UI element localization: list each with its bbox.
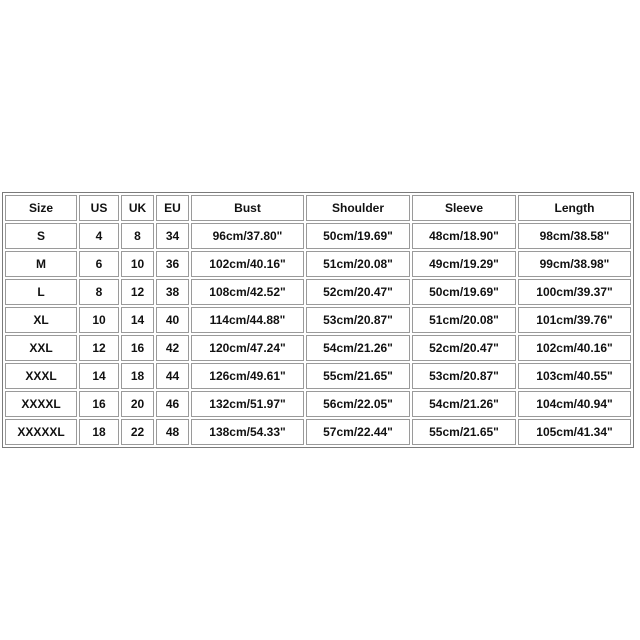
- cell-eu: 34: [156, 223, 189, 249]
- cell-size: L: [5, 279, 77, 305]
- cell-eu: 40: [156, 307, 189, 333]
- header-shoulder: Shoulder: [306, 195, 410, 221]
- cell-uk: 20: [121, 391, 154, 417]
- cell-uk: 18: [121, 363, 154, 389]
- cell-us: 4: [79, 223, 119, 249]
- cell-shoulder: 54cm/21.26": [306, 335, 410, 361]
- cell-length: 104cm/40.94": [518, 391, 631, 417]
- cell-us: 14: [79, 363, 119, 389]
- table-row: [5, 223, 631, 249]
- cell-size: XXL: [5, 335, 77, 361]
- cell-bust: 114cm/44.88": [191, 307, 304, 333]
- cell-eu: 44: [156, 363, 189, 389]
- cell-uk: 8: [121, 223, 154, 249]
- cell-size: S: [5, 223, 77, 249]
- cell-shoulder: 57cm/22.44": [306, 419, 410, 445]
- cell-eu: 42: [156, 335, 189, 361]
- table-row: [5, 251, 631, 277]
- cell-bust: 126cm/49.61": [191, 363, 304, 389]
- cell-uk: 22: [121, 419, 154, 445]
- cell-length: 102cm/40.16": [518, 335, 631, 361]
- table-row: [5, 335, 631, 361]
- cell-length: 100cm/39.37": [518, 279, 631, 305]
- cell-size: XL: [5, 307, 77, 333]
- cell-sleeve: 53cm/20.87": [412, 363, 516, 389]
- cell-sleeve: 52cm/20.47": [412, 335, 516, 361]
- cell-size: XXXXXL: [5, 419, 77, 445]
- cell-shoulder: 50cm/19.69": [306, 223, 410, 249]
- cell-uk: 16: [121, 335, 154, 361]
- cell-shoulder: 51cm/20.08": [306, 251, 410, 277]
- cell-sleeve: 48cm/18.90": [412, 223, 516, 249]
- header-sleeve: Sleeve: [412, 195, 516, 221]
- cell-bust: 96cm/37.80": [191, 223, 304, 249]
- cell-length: 105cm/41.34": [518, 419, 631, 445]
- cell-sleeve: 54cm/21.26": [412, 391, 516, 417]
- cell-shoulder: 53cm/20.87": [306, 307, 410, 333]
- cell-sleeve: 51cm/20.08": [412, 307, 516, 333]
- cell-shoulder: 56cm/22.05": [306, 391, 410, 417]
- cell-us: 10: [79, 307, 119, 333]
- cell-shoulder: 52cm/20.47": [306, 279, 410, 305]
- header-size: Size: [5, 195, 77, 221]
- cell-sleeve: 50cm/19.69": [412, 279, 516, 305]
- header-bust: Bust: [191, 195, 304, 221]
- cell-us: 8: [79, 279, 119, 305]
- table-row: [5, 279, 631, 305]
- cell-us: 18: [79, 419, 119, 445]
- cell-length: 98cm/38.58": [518, 223, 631, 249]
- cell-us: 16: [79, 391, 119, 417]
- cell-length: 99cm/38.98": [518, 251, 631, 277]
- cell-size: M: [5, 251, 77, 277]
- cell-length: 101cm/39.76": [518, 307, 631, 333]
- header-us: US: [79, 195, 119, 221]
- cell-size: XXXXL: [5, 391, 77, 417]
- cell-size: XXXL: [5, 363, 77, 389]
- size-chart-table: [2, 192, 634, 448]
- table-row: [5, 419, 631, 445]
- cell-length: 103cm/40.55": [518, 363, 631, 389]
- cell-us: 12: [79, 335, 119, 361]
- table-row: [5, 307, 631, 333]
- cell-eu: 38: [156, 279, 189, 305]
- cell-shoulder: 55cm/21.65": [306, 363, 410, 389]
- cell-us: 6: [79, 251, 119, 277]
- header-length: Length: [518, 195, 631, 221]
- cell-bust: 102cm/40.16": [191, 251, 304, 277]
- cell-eu: 46: [156, 391, 189, 417]
- table-row: [5, 363, 631, 389]
- table-row: [5, 391, 631, 417]
- cell-uk: 14: [121, 307, 154, 333]
- cell-bust: 132cm/51.97": [191, 391, 304, 417]
- cell-bust: 120cm/47.24": [191, 335, 304, 361]
- header-eu: EU: [156, 195, 189, 221]
- cell-bust: 138cm/54.33": [191, 419, 304, 445]
- cell-eu: 36: [156, 251, 189, 277]
- cell-uk: 10: [121, 251, 154, 277]
- header-uk: UK: [121, 195, 154, 221]
- cell-uk: 12: [121, 279, 154, 305]
- header-row: [5, 195, 631, 221]
- cell-eu: 48: [156, 419, 189, 445]
- cell-sleeve: 49cm/19.29": [412, 251, 516, 277]
- cell-sleeve: 55cm/21.65": [412, 419, 516, 445]
- cell-bust: 108cm/42.52": [191, 279, 304, 305]
